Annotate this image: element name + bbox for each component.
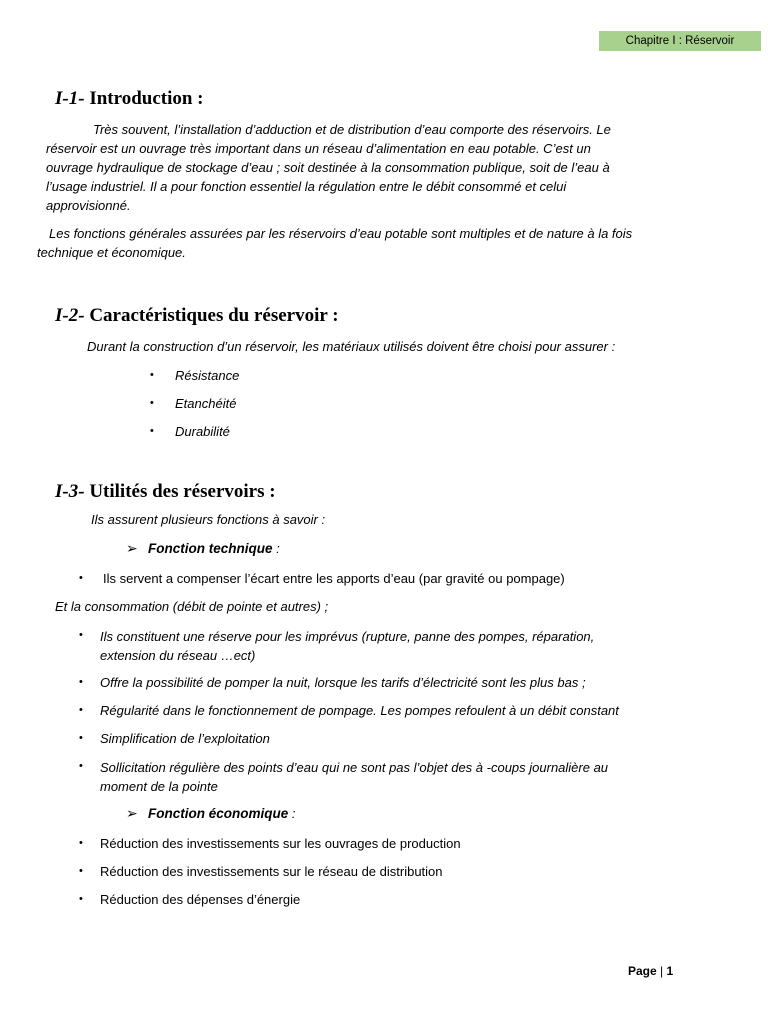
chapter-header: Chapitre I : Réservoir — [599, 31, 761, 51]
bullet-icon: • — [79, 572, 83, 584]
text-line: Très souvent, l’installation d’adduction et de distribution d’eau comporte des réservoirs. Le — [93, 122, 611, 137]
intro-paragraph-2 — [37, 224, 747, 262]
text-line: Les fonctions générales assurées par les réservoirs d’eau potable sont multiples et de nature à la fois — [49, 226, 633, 241]
text-line: approvisionné. — [46, 198, 131, 213]
section-heading-carac — [55, 304, 339, 328]
intro-paragraph-1 — [46, 120, 746, 215]
bullet-icon: • — [150, 369, 154, 381]
economique-item: Réduction des investissements sur les ouvrages de production — [100, 836, 461, 851]
page-separator: | — [660, 964, 664, 978]
economique-item: Réduction des investissements sur le réseau de distribution — [100, 864, 443, 879]
bullet-icon: • — [79, 893, 83, 905]
technique-item: Régularité dans le fonctionnement de pompage. Les pompes refoulent à un débit constant — [100, 703, 619, 718]
bullet-icon: • — [79, 629, 83, 641]
section-title: Introduction : — [89, 88, 204, 109]
carac-item: Résistance — [175, 368, 240, 383]
subheading-title: Fonction économique — [148, 806, 289, 821]
technique-item — [100, 627, 740, 665]
section-title: Caractéristiques du réservoir : — [89, 305, 339, 326]
bullet-icon: • — [79, 865, 83, 877]
subheading-colon: : — [288, 806, 296, 821]
technique-item: Simplification de l’exploitation — [100, 731, 270, 746]
section-number: I-2- — [55, 305, 85, 326]
text-line: moment de la pointe — [100, 779, 218, 794]
bullet-icon: • — [79, 732, 83, 744]
bullet-icon: • — [79, 760, 83, 772]
carac-item: Durabilité — [175, 424, 230, 439]
bullet-icon: • — [79, 704, 83, 716]
section-heading-intro — [55, 87, 204, 111]
technique-continuation: Et la consommation (débit de pointe et autres) ; — [55, 599, 329, 614]
page-label: Page — [628, 964, 657, 978]
text-line: Sollicitation régulière des points d’eau qui ne sont pas l’objet des à -coups journalière au — [100, 760, 609, 775]
text-line: ouvrage hydraulique de stockage d’eau ; soit destinée à la consommation publique, soit de l’eau à — [46, 160, 610, 175]
subheading-colon: : — [272, 541, 280, 556]
arrow-bullet-icon: ➢ — [126, 805, 138, 821]
bullet-icon: • — [79, 837, 83, 849]
economique-item: Réduction des dépenses d’énergie — [100, 892, 301, 907]
subheading-economique — [148, 806, 295, 821]
text-line: technique et économique. — [37, 245, 186, 260]
section-number: I-1- — [55, 88, 85, 109]
technique-item: Offre la possibilité de pomper la nuit, lorsque les tarifs d’électricité sont les plus bas ; — [100, 675, 586, 690]
bullet-icon: • — [79, 676, 83, 688]
carac-lead: Durant la construction d’un réservoir, les matériaux utilisés doivent être choisi pour assurer : — [87, 339, 616, 354]
subheading-title: Fonction technique — [148, 541, 273, 556]
bullet-icon: • — [150, 425, 154, 437]
carac-item: Etanchéité — [175, 396, 237, 411]
arrow-bullet-icon: ➢ — [126, 540, 138, 556]
bullet-icon: • — [150, 397, 154, 409]
subheading-technique — [148, 541, 280, 556]
section-number: I-3- — [55, 481, 85, 502]
text-line: Ils constituent une réserve pour les imprévus (rupture, panne des pompes, réparation, — [100, 629, 595, 644]
technique-first-item: Ils servent a compenser l’écart entre les apports d’eau (par gravité ou pompage) — [103, 571, 565, 586]
page-footer — [628, 964, 673, 978]
section-heading-util — [55, 480, 276, 504]
page-number: 1 — [666, 964, 674, 978]
text-line: réservoir est un ouvrage très important dans un réseau d’alimentation en eau potable. C’est un — [46, 141, 591, 156]
technique-item — [100, 758, 740, 796]
util-lead: Ils assurent plusieurs fonctions à savoir : — [91, 512, 326, 527]
text-line: l’usage industriel. Il a pour fonction essentiel la régulation entre le débit consommé et celui — [46, 179, 567, 194]
section-title: Utilités des réservoirs : — [89, 481, 276, 502]
text-line: extension du réseau …ect) — [100, 648, 256, 663]
